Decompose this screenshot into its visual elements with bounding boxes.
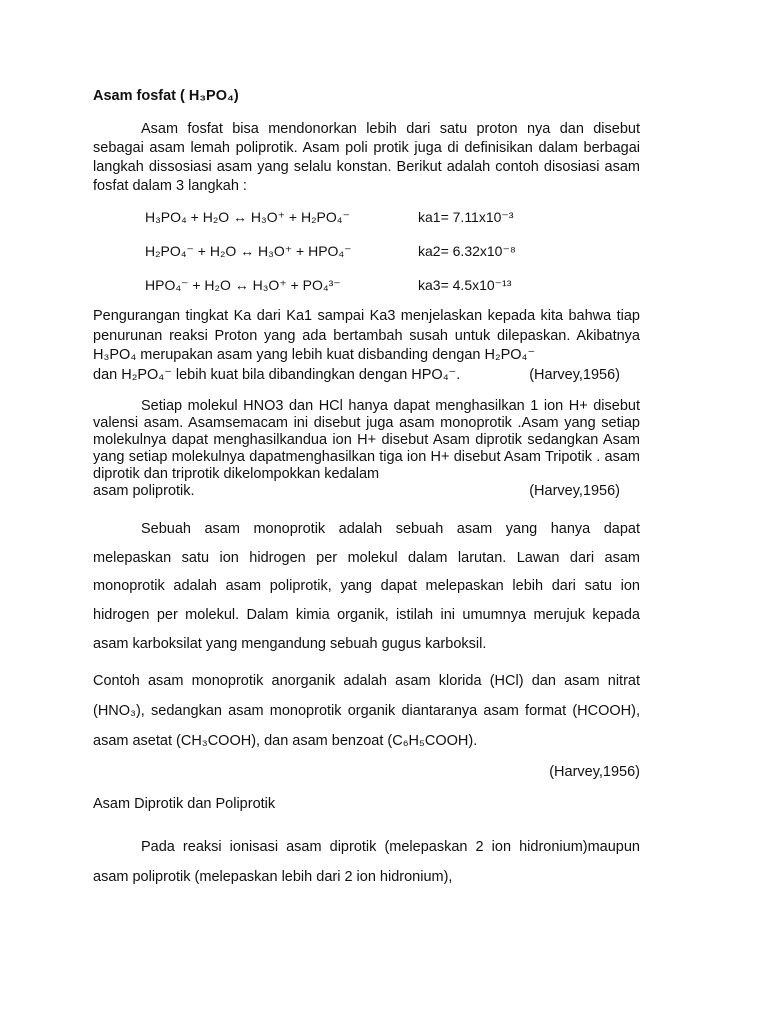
paragraph-ka-explanation: [93, 307, 640, 385]
paragraph-valensi-last-line: asam poliprotik.: [93, 483, 195, 499]
ka2-value: ka2= 6.32x10⁻⁸: [418, 243, 516, 259]
citation: (Harvey,1956): [549, 764, 640, 780]
citation: (Harvey,1956): [529, 483, 620, 499]
section-title: Asam fosfat ( H₃PO₄): [93, 88, 239, 104]
paragraph-ka-last-line: dan H₂PO₄⁻ lebih kuat bila dibandingkan dengan HPO₄⁻.: [93, 366, 461, 383]
equation-1: H₃PO₄ + H₂O ↔ H₃O⁺ + H₂PO₄⁻: [145, 209, 350, 225]
paragraph-valensi-body: Setiap molekul HNO3 dan HCl hanya dapat menghasilkan 1 ion H+ disebut valensi asam. Asamsemacam ini disebut juga asam monoprotik .Asam yang setiap molekulnya dapat menghasilkandua ion H+ disebut Asam diprotik sedangkan Asam yang setiap molekulnya dapatmenghasilkan tiga ion H+ disebut Asam Tripotik . asam diprotik dan triprotik dikelompokkan kedalam: [93, 398, 640, 482]
paragraph-ka-body: Pengurangan tingkat Ka dari Ka1 sampai Ka3 menjelaskan kepada kita bahwa tiap penurunan reaksi Proton yang ada bertambah susah untuk dilepaskan. Akibatnya H₃PO₄ merupakan asam yang lebih kuat disbanding dengan H₂PO₄⁻: [93, 308, 640, 363]
paragraph-intro: Asam fosfat bisa mendonorkan lebih dari satu proton nya dan disebut sebagai asam lemah poliprotik. Asam poli protik juga di definisikan dalam berbagai langkah dissosiasi asam yang selalu konstan. Berikut adalah contoh disosiasi asam fosfat dalam 3 langkah :: [93, 121, 640, 194]
paragraph-diprotik: Pada reaksi ionisasi asam diprotik (melepaskan 2 ion hidronium)maupun asam poliprotik (melepaskan lebih dari 2 ion hidronium),: [93, 839, 640, 885]
ka3-value: ka3= 4.5x10⁻¹³: [418, 277, 512, 293]
paragraph-contoh: Contoh asam monoprotik anorganik adalah asam klorida (HCl) dan asam nitrat (HNO₃), sedangkan asam monoprotik organik diantaranya asam format (HCOOH), asam asetat (CH₃COOH), dan asam benzoat (C₆H₅COOH).: [93, 673, 640, 749]
subheading: Asam Diprotik dan Poliprotik: [93, 796, 276, 812]
paragraph-monoprotik: Sebuah asam monoprotik adalah sebuah asam yang hanya dapat melepaskan satu ion hidrogen per molekul dalam larutan. Lawan dari asam monoprotik adalah asam poliprotik, yang dapat melepaskan lebih dari satu ion hidrogen per molekul. Dalam kimia organik, istilah ini umumnya merujuk kepada asam karboksilat yang mengandung sebuah gugus karboksil.: [93, 521, 640, 652]
equation-2: H₂PO₄⁻ + H₂O ↔ H₃O⁺ + HPO₄⁻: [145, 243, 352, 259]
citation: (Harvey,1956): [529, 366, 620, 383]
equation-3: HPO₄⁻ + H₂O ↔ H₃O⁺ + PO₄³⁻: [145, 277, 341, 293]
paragraph-valensi: [93, 398, 640, 500]
ka1-value: ka1= 7.11x10⁻³: [418, 209, 514, 225]
